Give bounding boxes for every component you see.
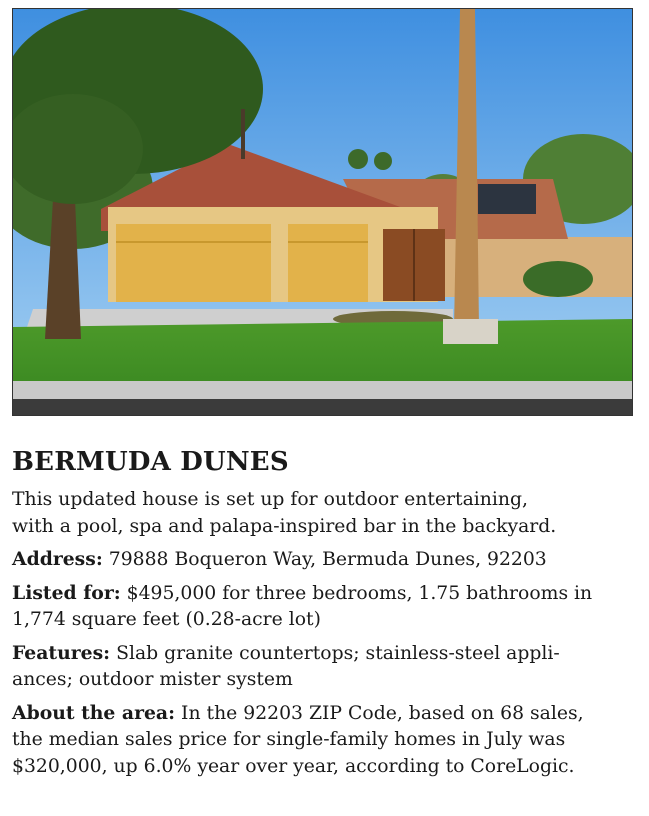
listed-for xyxy=(12,580,638,634)
listed-label: Listed for: xyxy=(12,581,121,604)
features xyxy=(12,640,638,694)
address xyxy=(12,546,638,574)
description xyxy=(12,487,638,540)
features-line: ances; outdoor mister system xyxy=(12,669,293,690)
area-line: In the 92203 ZIP Code, based on 68 sales, xyxy=(181,702,584,724)
description-line: This updated house is set up for outdoor entertaining, xyxy=(12,489,528,510)
features-label: Features: xyxy=(12,641,111,664)
address-value: 79888 Boqueron Way, Bermuda Dunes, 92203 xyxy=(108,549,547,570)
features-line: Slab granite countertops; stainless-steel appli- xyxy=(116,642,560,664)
headline: BERMUDA DUNES xyxy=(12,447,289,477)
description-line: with a pool, spa and palapa-inspired bar in the backyard. xyxy=(12,515,557,537)
house-photo xyxy=(12,8,633,416)
listed-line: 1,774 square feet (0.28-acre lot) xyxy=(12,609,321,630)
address-label: Address: xyxy=(12,548,103,570)
listed-line: $495,000 for three bedrooms, 1.75 bathrooms in xyxy=(126,582,593,604)
area-line: the median sales price for single-family homes in July was xyxy=(12,729,566,750)
area-line: $320,000, up 6.0% year over year, according to CoreLogic. xyxy=(12,755,575,777)
about-area xyxy=(12,700,638,781)
article-body xyxy=(12,487,638,786)
area-label: About the area: xyxy=(12,701,176,724)
